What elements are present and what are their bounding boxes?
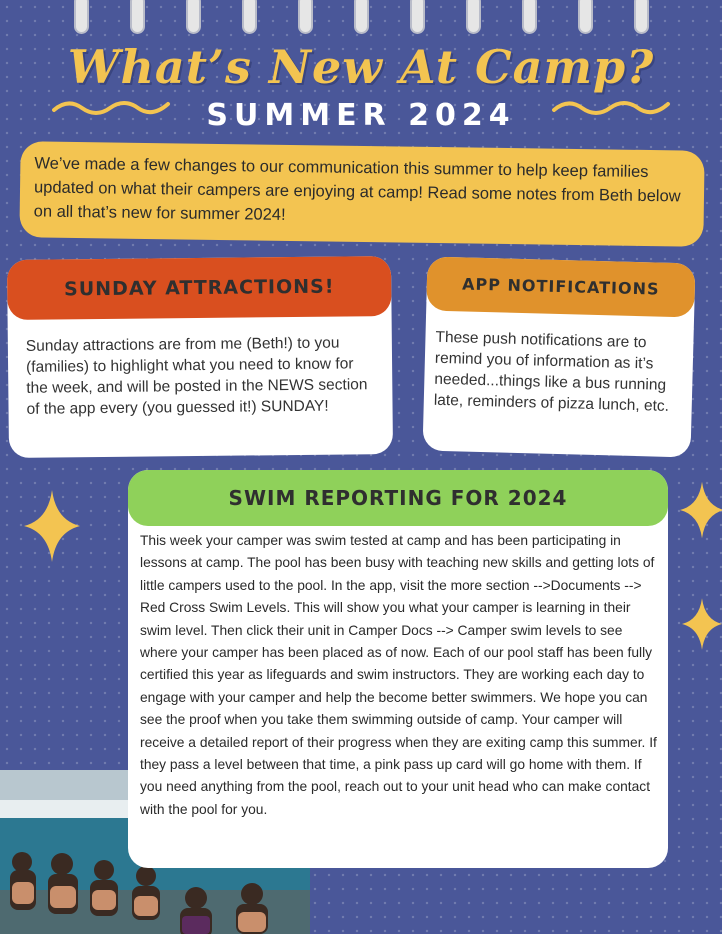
page-title: What’s New At Camp? — [67, 40, 655, 94]
sparkle-icon — [24, 490, 80, 562]
squiggle-right-icon — [552, 96, 672, 120]
intro-banner — [19, 141, 704, 247]
swim-reporting-heading: SWIM REPORTING FOR 2024 — [128, 470, 668, 526]
binder-ring — [298, 0, 313, 34]
binder-ring — [410, 0, 425, 34]
binder-ring — [466, 0, 481, 34]
page-subtitle: SUMMER 2024 — [206, 98, 516, 133]
sunday-attractions-body: Sunday attractions are from me (Beth!) to you (families) to highlight what you need to know for the week, and will be posted in the NEWS section of the app every (you guessed it!) SUNDAY! — [25, 334, 368, 418]
swim-reporting-card — [128, 470, 668, 868]
binder-ring — [186, 0, 201, 34]
binder-rings — [0, 0, 722, 40]
app-notifications-heading: APP NOTIFICATIONS — [426, 257, 695, 318]
binder-ring — [74, 0, 89, 34]
binder-ring — [522, 0, 537, 34]
sparkle-icon — [680, 480, 722, 540]
sparkle-icon — [682, 596, 722, 652]
sunday-attractions-heading: SUNDAY ATTRACTIONS! — [7, 256, 392, 320]
sunday-attractions-card — [7, 256, 393, 458]
app-notifications-body: These push notifications are to remind you of information as it’s needed...things like a bus running late, reminders of pizza lunch, etc. — [433, 328, 670, 415]
app-notifications-card — [423, 257, 696, 458]
intro-text: We’ve made a few changes to our communication this summer to help keep families updated on what their campers are enjoying at camp! Read some notes from Beth below on all that’s new for summer 2024! — [33, 154, 681, 224]
binder-ring — [578, 0, 593, 34]
swim-reporting-body: This week your camper was swim tested at camp and has been participating in lessons at camp. The pool has been busy with teaching new skills and getting lots of little campers used to the pool. In the app, visit the more section -->Documents --> Red Cross Swim Levels. This will show you what your camper is learning in their swim level. Then click their unit in Camper Docs --> Camper swim levels to see where your camper has been placed as of now. Each of our pool staff has been fully certified this year as lifeguards and swim instructors. They are working each day to engage with your camper and help the become better swimmers. We hope you can see the proof when you take them swimming outside of camp. Your camper will receive a detailed report of their progress when they are exiting camp this summer. If they pass a level between that time, a pink pass up card will go home with them. If you need anything from the pool, reach out to your unit head who can make contact with the pool for you. — [140, 533, 657, 817]
binder-ring — [242, 0, 257, 34]
binder-ring — [130, 0, 145, 34]
binder-ring — [634, 0, 649, 34]
binder-ring — [354, 0, 369, 34]
